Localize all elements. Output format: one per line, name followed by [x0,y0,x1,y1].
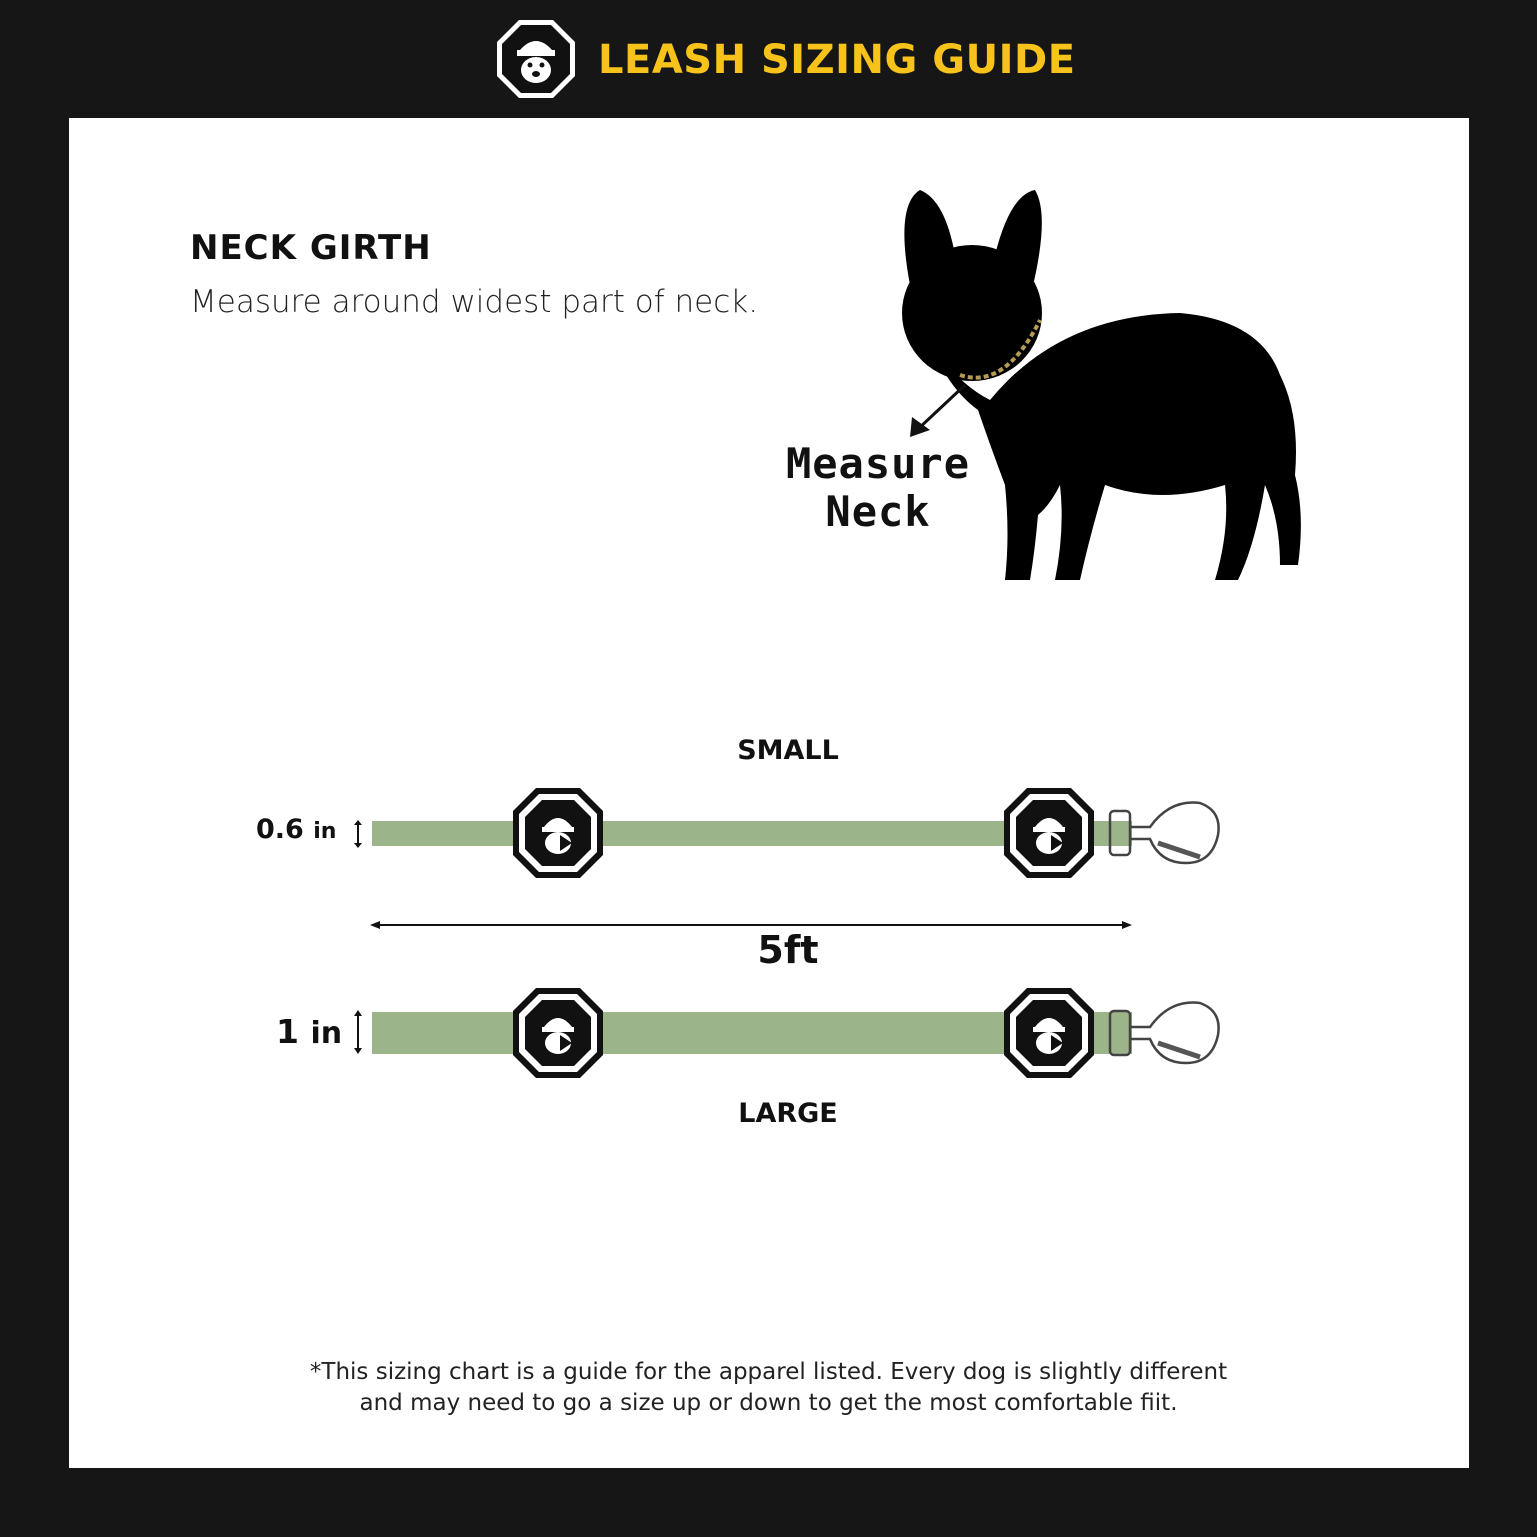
large-size-title: LARGE [738,1098,838,1129]
small-width-label [256,814,336,845]
measure-label-line2: Neck [825,487,931,536]
dog-firefighter-octagon-logo-icon [495,18,577,100]
header-bar [0,0,1537,118]
leash-length-label [738,928,838,972]
disclaimer-line2: and may need to go a size up or down to get the most comfortable fiit. [359,1390,1178,1416]
neck-girth-description: Measure around widest part of neck. [190,284,759,320]
neck-girth-heading: NECK GIRTH [190,228,432,268]
small-width-unit: in [313,819,337,844]
large-width-value: 1 [276,1012,299,1051]
measure-neck-label [760,440,996,536]
small-width-value: 0.6 [256,814,304,845]
page-title: LEASH SIZING GUIDE [598,37,1076,83]
leash-length-value: 5 [757,928,784,972]
sizing-disclaimer [250,1357,1287,1419]
large-width-label [276,1012,342,1051]
measure-label-line1: Measure [785,439,970,488]
small-size-title: SMALL [737,735,839,766]
leash-length-unit: ft [783,928,819,972]
disclaimer-line1: *This sizing chart is a guide for the apparel listed. Every dog is slightly different [309,1359,1228,1385]
large-width-unit: in [310,1016,343,1051]
